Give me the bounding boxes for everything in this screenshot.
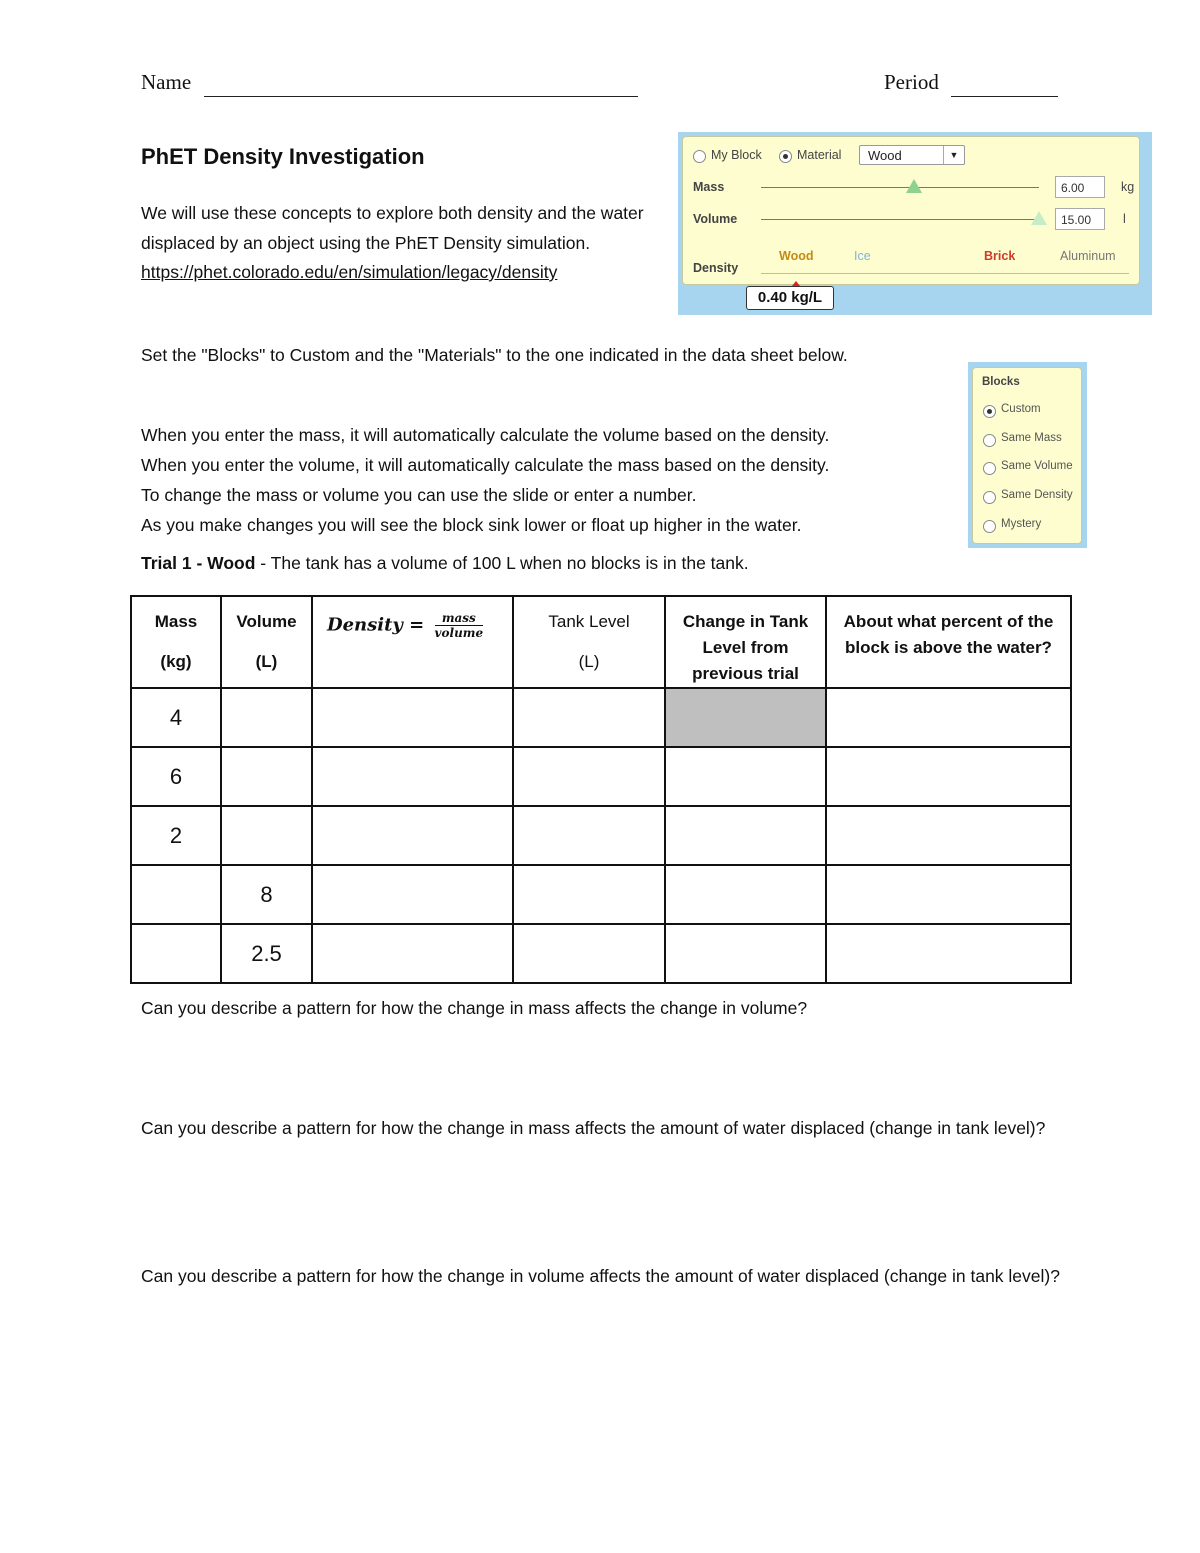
name-label: Name [141,70,192,94]
data-table [130,595,1072,984]
cell-percent[interactable] [826,806,1071,865]
question-mass-displacement: Can you describe a pattern for how the change in mass affects the amount of water displaced (change in tank level)? [141,1118,1046,1138]
blocks-panel-image [968,362,1087,548]
mass-slider-thumb[interactable] [906,179,922,193]
header-mass [131,596,221,688]
chevron-down-icon: ▼ [943,146,964,164]
blocks-option-mystery: Mystery [1001,518,1042,530]
density-scale-aluminum: Aluminum [1060,249,1116,263]
period-label: Period [884,70,939,94]
intro-text: We will use these concepts to explore both density and the water displaced by an object using the PhET Density simulation. [141,203,644,253]
header-change [665,596,826,688]
density-scale-track [761,273,1129,274]
instructions-list [141,420,951,540]
blocks-option-same-volume: Same Volume [1001,460,1073,472]
header-tank-unit: (L) [578,652,600,671]
cell-mass[interactable] [131,865,221,924]
header-percent-label: About what percent of the block is above the water? [843,612,1054,657]
cell-percent[interactable] [826,747,1071,806]
density-scale-wood: Wood [779,249,814,263]
blocks-panel [972,367,1082,544]
volume-label: Volume [693,212,738,226]
my-block-radio[interactable] [693,150,706,163]
header-volume-unit: (L) [255,652,278,671]
cell-density[interactable] [312,747,513,806]
same-density-radio[interactable] [983,491,996,504]
cell-volume[interactable] [221,806,312,865]
mystery-radio[interactable] [983,520,996,533]
cell-change-shaded [665,688,826,747]
table-row [131,688,1071,747]
cell-mass[interactable]: 2 [131,806,221,865]
trial-text: - The tank has a volume of 100 L when no blocks is in the tank. [255,553,749,573]
cell-mass[interactable]: 6 [131,747,221,806]
table-header-row [131,596,1071,688]
header-mass-label: Mass [154,612,198,631]
cell-density[interactable] [312,688,513,747]
material-radio[interactable] [779,150,792,163]
density-label: Density [693,261,739,275]
same-volume-radio[interactable] [983,462,996,475]
cell-change[interactable] [665,865,826,924]
material-selected: Wood [868,148,902,163]
blocks-option-same-density: Same Density [1001,489,1073,501]
cell-change[interactable] [665,747,826,806]
table-row [131,747,1071,806]
blocks-title: Blocks [982,376,1020,388]
intro-paragraph [141,199,651,288]
header-volume [221,596,312,688]
phet-controls-image [678,132,1152,315]
volume-unit: l [1123,212,1126,226]
density-fraction [435,611,484,640]
trial-label: Trial 1 - Wood [141,553,256,573]
density-readout: 0.40 kg/L [746,286,834,310]
instruction-mass: When you enter the mass, it will automatically calculate the volume based on the density. [141,425,830,445]
mass-field[interactable]: 6.00 [1055,176,1105,198]
my-block-label: My Block [711,148,762,162]
question-mass-volume: Can you describe a pattern for how the change in mass affects the change in volume? [141,998,808,1018]
header-change-label: Change in Tank Level from previous trial [682,612,809,683]
header-tank-level [513,596,665,688]
blocks-option-same-mass: Same Mass [1001,432,1062,444]
cell-volume[interactable] [221,747,312,806]
name-blank[interactable] [204,96,638,97]
period-blank[interactable] [951,96,1058,97]
mass-unit: kg [1121,180,1135,194]
cell-percent[interactable] [826,865,1071,924]
density-scale-brick: Brick [984,249,1016,263]
cell-percent[interactable] [826,688,1071,747]
instruction-observe: As you make changes you will see the block sink lower or float up higher in the water. [141,515,802,535]
header-density-label: Density = [327,614,425,636]
cell-volume[interactable]: 2.5 [221,924,312,983]
header-mass-unit: (kg) [160,652,192,671]
cell-density[interactable] [312,806,513,865]
instruction-volume: When you enter the volume, it will automatically calculate the mass based on the density. [141,455,830,475]
header-density [312,596,513,688]
page-title: PhET Density Investigation [141,144,425,169]
cell-volume[interactable] [221,688,312,747]
mass-label: Mass [693,180,725,194]
table-row [131,865,1071,924]
cell-tank-level[interactable] [513,806,665,865]
material-dropdown[interactable] [859,145,965,165]
volume-slider-thumb[interactable] [1031,211,1047,225]
same-mass-radio[interactable] [983,434,996,447]
table-row [131,806,1071,865]
phet-controls-panel [682,136,1140,285]
density-denominator: volume [434,626,484,640]
density-scale-ice: Ice [854,249,871,263]
header-volume-label: Volume [236,612,297,631]
header-percent [826,596,1071,688]
phet-link[interactable]: https://phet.colorado.edu/en/simulation/legacy/density [141,262,558,282]
trial-heading [141,553,749,574]
table-row [131,924,1071,983]
blocks-option-custom: Custom [1001,403,1041,415]
cell-tank-level[interactable] [513,865,665,924]
cell-change[interactable] [665,924,826,983]
material-label: Material [797,148,842,162]
cell-tank-level[interactable] [513,747,665,806]
cell-tank-level[interactable] [513,688,665,747]
header-tank-label: Tank Level [548,612,630,631]
mass-slider-track[interactable] [761,187,1039,188]
cell-mass[interactable] [131,924,221,983]
cell-mass[interactable]: 4 [131,688,221,747]
cell-change[interactable] [665,806,826,865]
instruction-change: To change the mass or volume you can use the slide or enter a number. [141,485,697,505]
custom-radio[interactable] [983,405,996,418]
cell-volume[interactable]: 8 [221,865,312,924]
volume-field[interactable]: 15.00 [1055,208,1105,230]
volume-slider-track[interactable] [761,219,1039,220]
question-volume-displacement: Can you describe a pattern for how the change in volume affects the amount of water displaced (change in tank level)? [141,1266,1060,1286]
cell-density[interactable] [312,865,513,924]
cell-tank-level[interactable] [513,924,665,983]
instructions-set-blocks: Set the "Blocks" to Custom and the "Materials" to the one indicated in the data sheet below. [141,345,848,365]
cell-density[interactable] [312,924,513,983]
cell-percent[interactable] [826,924,1071,983]
density-numerator: mass [435,611,484,626]
